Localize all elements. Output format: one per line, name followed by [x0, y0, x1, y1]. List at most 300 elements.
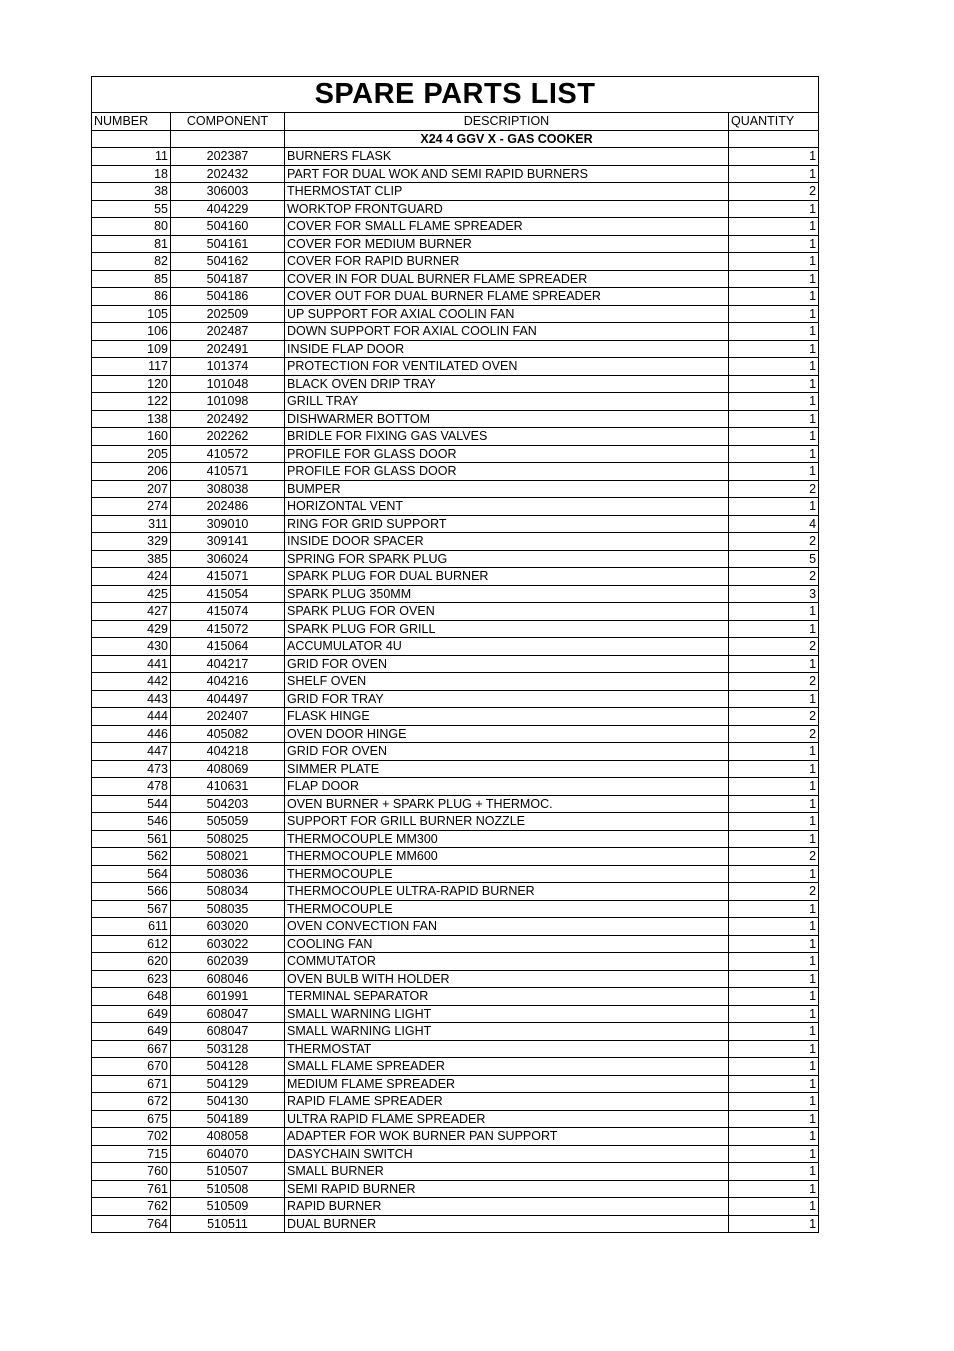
table-row [92, 410, 819, 428]
part-quantity: 1 [729, 778, 819, 796]
component-code: 508034 [171, 883, 285, 901]
part-description: WORKTOP FRONTGUARD [285, 200, 729, 218]
part-description: GRILL TRAY [285, 393, 729, 411]
part-number: 562 [92, 848, 171, 866]
part-description: ULTRA RAPID FLAME SPREADER [285, 1110, 729, 1128]
part-quantity: 1 [729, 918, 819, 936]
part-number: 649 [92, 1023, 171, 1041]
component-code: 505059 [171, 813, 285, 831]
part-number: 567 [92, 900, 171, 918]
table-row [92, 305, 819, 323]
part-quantity: 1 [729, 1058, 819, 1076]
part-description: COVER FOR RAPID BURNER [285, 253, 729, 271]
part-number: 311 [92, 515, 171, 533]
part-quantity: 1 [729, 393, 819, 411]
part-quantity: 5 [729, 550, 819, 568]
part-quantity: 1 [729, 323, 819, 341]
part-quantity: 1 [729, 1128, 819, 1146]
component-code: 202491 [171, 340, 285, 358]
part-number: 120 [92, 375, 171, 393]
part-description: THERMOCOUPLE MM300 [285, 830, 729, 848]
part-number: 424 [92, 568, 171, 586]
component-code: 410571 [171, 463, 285, 481]
part-number: 444 [92, 708, 171, 726]
part-description: INSIDE FLAP DOOR [285, 340, 729, 358]
table-row [92, 883, 819, 901]
column-header-description: DESCRIPTION [285, 113, 729, 131]
part-number: 760 [92, 1163, 171, 1181]
component-code: 508025 [171, 830, 285, 848]
model-name: X24 4 GGV X - GAS COOKER [285, 130, 729, 148]
component-code: 504161 [171, 235, 285, 253]
table-row [92, 288, 819, 306]
component-code: 202407 [171, 708, 285, 726]
part-quantity: 2 [729, 673, 819, 691]
component-code: 410572 [171, 445, 285, 463]
table-row [92, 340, 819, 358]
component-code: 408058 [171, 1128, 285, 1146]
component-code: 101098 [171, 393, 285, 411]
part-description: COVER IN FOR DUAL BURNER FLAME SPREADER [285, 270, 729, 288]
table-row [92, 1198, 819, 1216]
part-quantity: 2 [729, 708, 819, 726]
table-row [92, 673, 819, 691]
model-row-number-cell [92, 130, 171, 148]
part-quantity: 2 [729, 480, 819, 498]
part-number: 138 [92, 410, 171, 428]
part-quantity: 1 [729, 1198, 819, 1216]
table-row [92, 445, 819, 463]
table-row [92, 1110, 819, 1128]
component-code: 504130 [171, 1093, 285, 1111]
part-description: THERMOCOUPLE MM600 [285, 848, 729, 866]
part-description: DASYCHAIN SWITCH [285, 1145, 729, 1163]
part-quantity: 2 [729, 568, 819, 586]
table-row [92, 603, 819, 621]
table-row [92, 778, 819, 796]
component-code: 202509 [171, 305, 285, 323]
part-quantity: 1 [729, 1163, 819, 1181]
part-description: COVER OUT FOR DUAL BURNER FLAME SPREADER [285, 288, 729, 306]
part-description: RING FOR GRID SUPPORT [285, 515, 729, 533]
component-code: 503128 [171, 1040, 285, 1058]
part-description: ACCUMULATOR 4U [285, 638, 729, 656]
table-row [92, 585, 819, 603]
component-code: 602039 [171, 953, 285, 971]
table-row [92, 358, 819, 376]
part-quantity: 1 [729, 288, 819, 306]
part-description: SPARK PLUG FOR OVEN [285, 603, 729, 621]
model-row-component-cell [171, 130, 285, 148]
part-number: 427 [92, 603, 171, 621]
part-quantity: 1 [729, 900, 819, 918]
part-number: 81 [92, 235, 171, 253]
part-description: PART FOR DUAL WOK AND SEMI RAPID BURNERS [285, 165, 729, 183]
table-row [92, 463, 819, 481]
component-code: 408069 [171, 760, 285, 778]
part-description: GRID FOR OVEN [285, 743, 729, 761]
part-number: 160 [92, 428, 171, 446]
header-row [92, 113, 819, 131]
part-number: 702 [92, 1128, 171, 1146]
part-quantity: 1 [729, 340, 819, 358]
component-code: 601991 [171, 988, 285, 1006]
component-code: 404217 [171, 655, 285, 673]
component-code: 415064 [171, 638, 285, 656]
part-number: 18 [92, 165, 171, 183]
title-row [92, 77, 819, 113]
component-code: 309010 [171, 515, 285, 533]
part-quantity: 1 [729, 375, 819, 393]
table-row [92, 1215, 819, 1233]
part-description: GRID FOR TRAY [285, 690, 729, 708]
table-row [92, 550, 819, 568]
part-description: RAPID BURNER [285, 1198, 729, 1216]
part-number: 55 [92, 200, 171, 218]
part-quantity: 1 [729, 445, 819, 463]
part-number: 561 [92, 830, 171, 848]
component-code: 504189 [171, 1110, 285, 1128]
part-number: 546 [92, 813, 171, 831]
part-number: 385 [92, 550, 171, 568]
table-row [92, 218, 819, 236]
part-number: 612 [92, 935, 171, 953]
spare-parts-table [91, 76, 819, 1233]
part-quantity: 1 [729, 498, 819, 516]
table-row [92, 1128, 819, 1146]
part-quantity: 1 [729, 1145, 819, 1163]
part-number: 117 [92, 358, 171, 376]
part-number: 206 [92, 463, 171, 481]
part-quantity: 1 [729, 1093, 819, 1111]
component-code: 410631 [171, 778, 285, 796]
column-header-component: COMPONENT [171, 113, 285, 131]
component-code: 508035 [171, 900, 285, 918]
component-code: 504129 [171, 1075, 285, 1093]
part-quantity: 1 [729, 620, 819, 638]
table-row [92, 235, 819, 253]
component-code: 608047 [171, 1023, 285, 1041]
component-code: 504160 [171, 218, 285, 236]
part-number: 38 [92, 183, 171, 201]
part-quantity: 1 [729, 760, 819, 778]
part-quantity: 1 [729, 1215, 819, 1233]
table-row [92, 1058, 819, 1076]
part-quantity: 1 [729, 813, 819, 831]
part-number: 564 [92, 865, 171, 883]
part-number: 85 [92, 270, 171, 288]
part-number: 764 [92, 1215, 171, 1233]
part-number: 670 [92, 1058, 171, 1076]
table-row [92, 1145, 819, 1163]
part-number: 205 [92, 445, 171, 463]
component-code: 504186 [171, 288, 285, 306]
part-quantity: 1 [729, 218, 819, 236]
table-row [92, 183, 819, 201]
part-quantity: 2 [729, 183, 819, 201]
part-quantity: 1 [729, 1005, 819, 1023]
component-code: 202486 [171, 498, 285, 516]
component-code: 404229 [171, 200, 285, 218]
part-number: 430 [92, 638, 171, 656]
component-code: 415072 [171, 620, 285, 638]
part-quantity: 2 [729, 848, 819, 866]
part-quantity: 1 [729, 1023, 819, 1041]
part-description: SMALL WARNING LIGHT [285, 1023, 729, 1041]
part-description: COMMUTATOR [285, 953, 729, 971]
part-quantity: 2 [729, 638, 819, 656]
part-number: 672 [92, 1093, 171, 1111]
part-description: UP SUPPORT FOR AXIAL COOLIN FAN [285, 305, 729, 323]
table-row [92, 270, 819, 288]
part-number: 11 [92, 148, 171, 166]
part-number: 442 [92, 673, 171, 691]
part-quantity: 2 [729, 883, 819, 901]
part-number: 671 [92, 1075, 171, 1093]
part-number: 611 [92, 918, 171, 936]
part-number: 443 [92, 690, 171, 708]
part-description: HORIZONTAL VENT [285, 498, 729, 516]
table-row [92, 935, 819, 953]
part-description: FLAP DOOR [285, 778, 729, 796]
component-code: 508036 [171, 865, 285, 883]
part-quantity: 1 [729, 690, 819, 708]
part-quantity: 3 [729, 585, 819, 603]
table-row [92, 200, 819, 218]
component-code: 604070 [171, 1145, 285, 1163]
component-code: 202387 [171, 148, 285, 166]
part-quantity: 1 [729, 795, 819, 813]
part-quantity: 1 [729, 463, 819, 481]
part-quantity: 1 [729, 1180, 819, 1198]
part-description: SUPPORT FOR GRILL BURNER NOZZLE [285, 813, 729, 831]
model-row-quantity-cell [729, 130, 819, 148]
part-description: THERMOCOUPLE ULTRA-RAPID BURNER [285, 883, 729, 901]
part-number: 648 [92, 988, 171, 1006]
model-row [92, 130, 819, 148]
part-description: OVEN CONVECTION FAN [285, 918, 729, 936]
component-code: 510508 [171, 1180, 285, 1198]
part-number: 207 [92, 480, 171, 498]
table-row [92, 638, 819, 656]
component-code: 504187 [171, 270, 285, 288]
part-number: 82 [92, 253, 171, 271]
component-code: 202262 [171, 428, 285, 446]
table-row [92, 1163, 819, 1181]
table-row [92, 848, 819, 866]
part-quantity: 1 [729, 953, 819, 971]
part-quantity: 1 [729, 148, 819, 166]
component-code: 504203 [171, 795, 285, 813]
part-description: SIMMER PLATE [285, 760, 729, 778]
table-row [92, 1075, 819, 1093]
table-row [92, 865, 819, 883]
table-row [92, 1093, 819, 1111]
part-description: INSIDE DOOR SPACER [285, 533, 729, 551]
component-code: 306003 [171, 183, 285, 201]
table-row [92, 1040, 819, 1058]
component-code: 404218 [171, 743, 285, 761]
column-header-quantity: QUANTITY [729, 113, 819, 131]
component-code: 309141 [171, 533, 285, 551]
part-description: DOWN SUPPORT FOR AXIAL COOLIN FAN [285, 323, 729, 341]
part-description: THERMOSTAT CLIP [285, 183, 729, 201]
table-row [92, 375, 819, 393]
component-code: 415074 [171, 603, 285, 621]
part-number: 667 [92, 1040, 171, 1058]
component-code: 404497 [171, 690, 285, 708]
part-number: 109 [92, 340, 171, 358]
part-number: 675 [92, 1110, 171, 1128]
table-row [92, 655, 819, 673]
part-quantity: 1 [729, 988, 819, 1006]
part-description: SPARK PLUG FOR DUAL BURNER [285, 568, 729, 586]
part-quantity: 1 [729, 865, 819, 883]
component-code: 405082 [171, 725, 285, 743]
table-row [92, 988, 819, 1006]
table-row [92, 1023, 819, 1041]
part-description: THERMOCOUPLE [285, 900, 729, 918]
part-number: 715 [92, 1145, 171, 1163]
part-description: SPRING FOR SPARK PLUG [285, 550, 729, 568]
part-description: THERMOSTAT [285, 1040, 729, 1058]
part-description: OVEN BURNER + SPARK PLUG + THERMOC. [285, 795, 729, 813]
part-number: 620 [92, 953, 171, 971]
table-row [92, 830, 819, 848]
table-row [92, 568, 819, 586]
part-number: 441 [92, 655, 171, 673]
part-description: GRID FOR OVEN [285, 655, 729, 673]
component-code: 504128 [171, 1058, 285, 1076]
page-title: SPARE PARTS LIST [92, 77, 819, 113]
part-description: COVER FOR SMALL FLAME SPREADER [285, 218, 729, 236]
table-row [92, 760, 819, 778]
part-number: 106 [92, 323, 171, 341]
component-code: 415071 [171, 568, 285, 586]
part-number: 544 [92, 795, 171, 813]
part-number: 623 [92, 970, 171, 988]
part-number: 429 [92, 620, 171, 638]
table-row [92, 1005, 819, 1023]
part-description: FLASK HINGE [285, 708, 729, 726]
part-quantity: 1 [729, 253, 819, 271]
part-description: BRIDLE FOR FIXING GAS VALVES [285, 428, 729, 446]
table-row [92, 498, 819, 516]
part-quantity: 1 [729, 970, 819, 988]
table-row [92, 620, 819, 638]
part-number: 80 [92, 218, 171, 236]
part-number: 105 [92, 305, 171, 323]
part-description: COVER FOR MEDIUM BURNER [285, 235, 729, 253]
part-number: 478 [92, 778, 171, 796]
table-row [92, 725, 819, 743]
table-row [92, 428, 819, 446]
part-quantity: 1 [729, 1075, 819, 1093]
component-code: 608046 [171, 970, 285, 988]
table-row [92, 148, 819, 166]
table-row [92, 165, 819, 183]
part-quantity: 2 [729, 725, 819, 743]
part-number: 122 [92, 393, 171, 411]
component-code: 308038 [171, 480, 285, 498]
component-code: 202492 [171, 410, 285, 428]
part-quantity: 1 [729, 603, 819, 621]
part-number: 761 [92, 1180, 171, 1198]
part-quantity: 1 [729, 358, 819, 376]
part-description: SMALL FLAME SPREADER [285, 1058, 729, 1076]
part-description: TERMINAL SEPARATOR [285, 988, 729, 1006]
table-row [92, 253, 819, 271]
part-description: THERMOCOUPLE [285, 865, 729, 883]
table-row [92, 708, 819, 726]
part-quantity: 1 [729, 235, 819, 253]
part-description: SMALL WARNING LIGHT [285, 1005, 729, 1023]
table-row [92, 743, 819, 761]
table-row [92, 690, 819, 708]
part-quantity: 4 [729, 515, 819, 533]
component-code: 101048 [171, 375, 285, 393]
table-row [92, 813, 819, 831]
part-number: 446 [92, 725, 171, 743]
component-code: 101374 [171, 358, 285, 376]
part-quantity: 1 [729, 1040, 819, 1058]
part-number: 274 [92, 498, 171, 516]
part-description: PROFILE FOR GLASS DOOR [285, 445, 729, 463]
part-description: RAPID FLAME SPREADER [285, 1093, 729, 1111]
component-code: 510509 [171, 1198, 285, 1216]
part-quantity: 1 [729, 655, 819, 673]
part-quantity: 1 [729, 830, 819, 848]
part-number: 762 [92, 1198, 171, 1216]
table-row [92, 393, 819, 411]
table-row [92, 480, 819, 498]
table-row [92, 900, 819, 918]
component-code: 202487 [171, 323, 285, 341]
table-row [92, 918, 819, 936]
part-description: OVEN DOOR HINGE [285, 725, 729, 743]
part-quantity: 1 [729, 305, 819, 323]
table-row [92, 795, 819, 813]
part-quantity: 1 [729, 428, 819, 446]
part-number: 86 [92, 288, 171, 306]
part-number: 473 [92, 760, 171, 778]
component-code: 608047 [171, 1005, 285, 1023]
part-quantity: 1 [729, 743, 819, 761]
part-description: PROTECTION FOR VENTILATED OVEN [285, 358, 729, 376]
part-number: 447 [92, 743, 171, 761]
part-description: DUAL BURNER [285, 1215, 729, 1233]
component-code: 504162 [171, 253, 285, 271]
part-quantity: 1 [729, 270, 819, 288]
table-row [92, 1180, 819, 1198]
part-description: BUMPER [285, 480, 729, 498]
part-number: 649 [92, 1005, 171, 1023]
part-description: SPARK PLUG FOR GRILL [285, 620, 729, 638]
table-row [92, 515, 819, 533]
part-description: SPARK PLUG 350MM [285, 585, 729, 603]
part-description: COOLING FAN [285, 935, 729, 953]
parts-list [92, 148, 819, 1233]
table-row [92, 323, 819, 341]
part-quantity: 1 [729, 935, 819, 953]
part-description: DISHWARMER BOTTOM [285, 410, 729, 428]
component-code: 415054 [171, 585, 285, 603]
part-description: BLACK OVEN DRIP TRAY [285, 375, 729, 393]
component-code: 603020 [171, 918, 285, 936]
table-row [92, 953, 819, 971]
table-row [92, 970, 819, 988]
component-code: 510507 [171, 1163, 285, 1181]
